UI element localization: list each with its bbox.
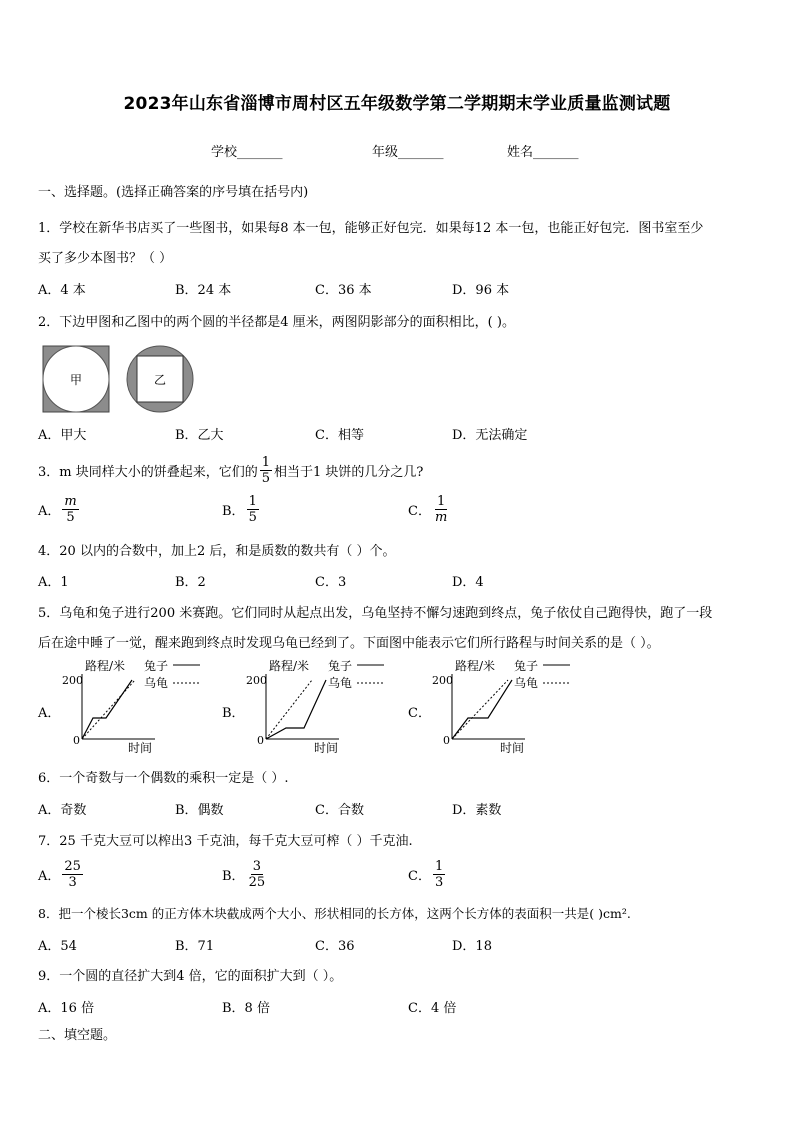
- graph-x-label: 时间: [314, 741, 339, 755]
- q5-text-line2: 后在途中睡了一觉，醒来跑到终点时发现乌龟已经到了。下面图中能表示它们所行路程与时间关系的是（ ）。: [38, 636, 660, 651]
- q2-option-b: B．乙大: [175, 428, 224, 443]
- q4-option-a: A．1: [38, 575, 69, 590]
- q8-option-d: D．18: [452, 939, 492, 954]
- graph-x-label: 时间: [128, 741, 153, 755]
- graph-y-label: 路程/米: [85, 659, 126, 673]
- turtle-line: [82, 680, 135, 739]
- graph-legend-turtle: 乌龟: [144, 676, 169, 690]
- figure-yi: [127, 346, 193, 412]
- q7-text: 7．25 千克大豆可以榨出3 千克油，每千克大豆可榨（ ）千克油.: [38, 834, 413, 849]
- q5-option-c: C．: [408, 706, 431, 721]
- section-1-heading: 一、选择题。(选择正确答案的序号填在括号内): [38, 185, 309, 200]
- turtle-line: [266, 680, 312, 739]
- q6-text: 6．一个奇数与一个偶数的乘积一定是（ ）.: [38, 771, 289, 786]
- q4-option-c: C．3: [315, 575, 347, 590]
- graph-y-tick-200: 200: [62, 674, 83, 687]
- page-title: 2023年山东省淄博市周村区五年级数学第二学期期末学业质量监测试题: [123, 94, 671, 114]
- q9-option-a: A．16 倍: [38, 1001, 95, 1016]
- q3-text-post: 相当于1 块饼的几分之几?: [274, 465, 424, 480]
- q1-option-d: D．96 本: [452, 283, 510, 298]
- q7-option-c: C． $\frac{1}{3}$: [408, 859, 444, 890]
- graph-y-tick-200: 200: [432, 674, 453, 687]
- q3-fraction: $\frac{1}{5}$: [261, 455, 271, 486]
- graph-y-label: 路程/米: [455, 659, 496, 673]
- q2-option-a: A．甲大: [38, 428, 87, 443]
- q7-option-b: B． $\frac{3}{25}$: [222, 859, 266, 890]
- q5-option-b: B．: [222, 706, 245, 721]
- graph-legend-rabbit: 兔子: [144, 659, 169, 673]
- q1-option-c: C．36 本: [315, 283, 372, 298]
- q3-text: [38, 455, 423, 486]
- section-2-heading: 二、填空题。: [38, 1028, 117, 1043]
- q5-graph-a: [60, 656, 210, 756]
- rabbit-line: [266, 680, 326, 739]
- q8-option-a: A．54: [38, 939, 77, 954]
- q7-option-a: A． $\frac{25}{3}$: [38, 859, 81, 890]
- q9-text: 9．一个圆的直径扩大到4 倍，它的面积扩大到（ ）。: [38, 969, 343, 984]
- q3-text-pre: 3．m 块同样大小的饼叠起来，它们的: [38, 465, 258, 480]
- q8-option-c: C．36: [315, 939, 355, 954]
- q1-option-a: A．4 本: [38, 283, 86, 298]
- grade-field: 年级_______: [372, 145, 444, 160]
- graph-y-label: 路程/米: [269, 659, 310, 673]
- graph-x-label: 时间: [500, 741, 525, 755]
- q1-text-line1: 1．学校在新华书店买了一些图书，如果每8 本一包，能够正好包完．如果每12 本一包，也能正好包完．图书室至少: [38, 221, 704, 236]
- graph-legend-rabbit: 兔子: [514, 659, 539, 673]
- graph-legend-rabbit: 兔子: [328, 659, 353, 673]
- figure-jia-label: 甲: [69, 373, 83, 387]
- q2-option-c: C．相等: [315, 428, 364, 443]
- q3-option-c: C． $\frac{1}{m}$: [408, 494, 448, 525]
- graph-legend-turtle: 乌龟: [514, 676, 539, 690]
- q2-text: 2．下边甲图和乙图中的两个圆的半径都是4 厘米，两图阴影部分的面积相比，( )。: [38, 315, 515, 330]
- school-field: 学校_______: [211, 145, 283, 160]
- q6-option-c: C．合数: [315, 803, 364, 818]
- q6-option-d: D．素数: [452, 803, 502, 818]
- q4-option-b: B．2: [175, 575, 206, 590]
- q5-graph-c: [430, 656, 580, 756]
- q6-option-a: A．奇数: [38, 803, 87, 818]
- graph-origin: 0: [73, 734, 80, 747]
- graph-origin: 0: [257, 734, 264, 747]
- q1-text-line2: 买了多少本图书？（ ）: [38, 251, 173, 266]
- rabbit-line: [82, 680, 132, 739]
- graph-legend-turtle: 乌龟: [328, 676, 353, 690]
- turtle-line: [452, 680, 508, 739]
- figure-yi-label: 乙: [153, 373, 167, 387]
- name-field: 姓名_______: [507, 145, 579, 160]
- q9-option-c: C．4 倍: [408, 1001, 457, 1016]
- q2-option-d: D．无法确定: [452, 428, 528, 443]
- q1-option-b: B．24 本: [175, 283, 232, 298]
- q5-text-line1: 5．乌龟和兔子进行200 米赛跑。它们同时从起点出发，乌龟坚持不懈匀速跑到终点，兔子依仗自己跑得快，跑了一段: [38, 606, 713, 621]
- q9-option-b: B．8 倍: [222, 1001, 270, 1016]
- q4-text: 4．20 以内的合数中，加上2 后，和是质数的数共有（ ）个。: [38, 544, 396, 559]
- q3-option-b: B． $\frac{1}{5}$: [222, 494, 257, 525]
- q5-option-a: A．: [38, 706, 61, 721]
- q8-option-b: B．71: [175, 939, 215, 954]
- q4-option-d: D．4: [452, 575, 484, 590]
- q5-graph-b: [244, 656, 394, 756]
- figure-jia: [43, 346, 109, 412]
- graph-y-tick-200: 200: [246, 674, 267, 687]
- q3-option-a: A． $\frac{m}{5}$: [38, 494, 77, 525]
- q2-figures: [42, 344, 198, 414]
- graph-origin: 0: [443, 734, 450, 747]
- q6-option-b: B．偶数: [175, 803, 224, 818]
- q8-text: 8．把一个棱长3cm 的正方体木块截成两个大小、形状相同的长方体，这两个长方体的表面积一共是( )cm².: [38, 906, 631, 921]
